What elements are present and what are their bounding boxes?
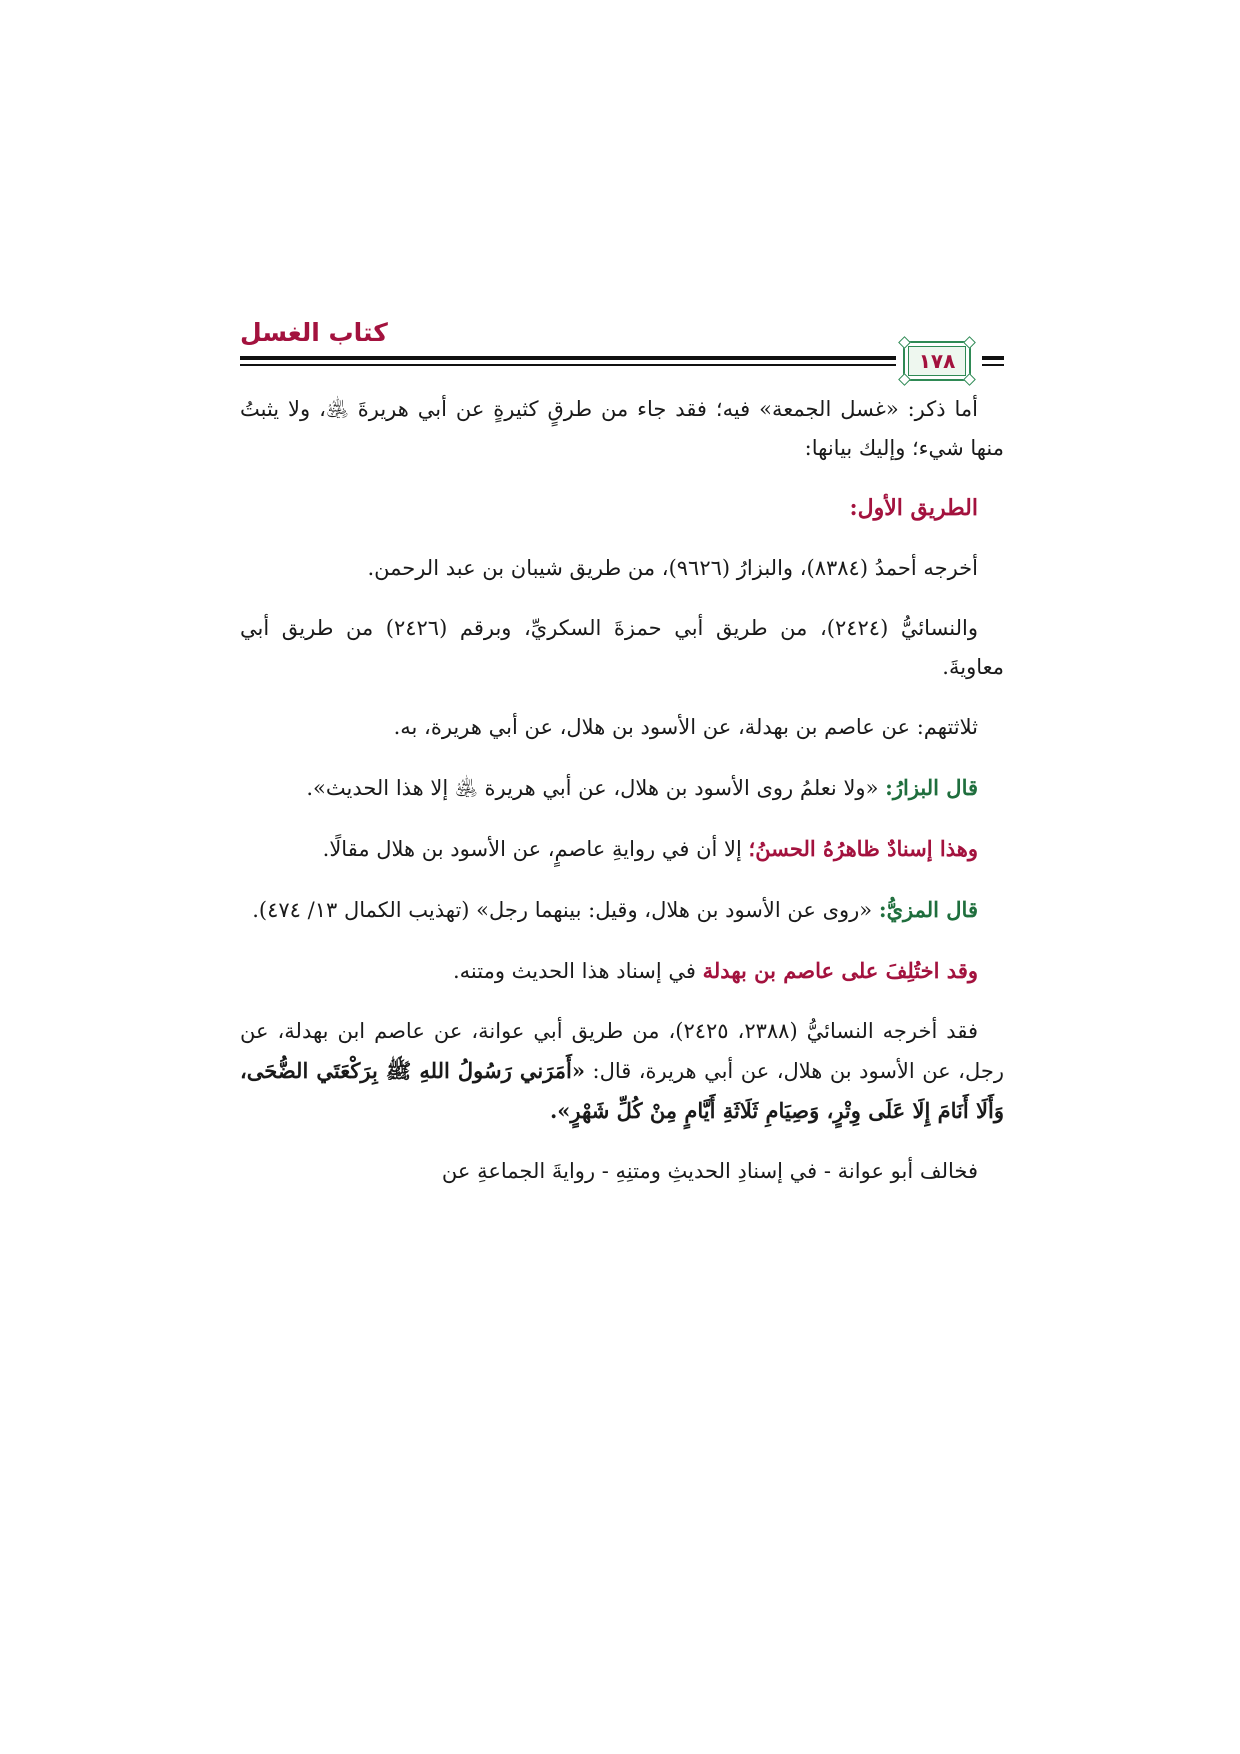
page-header bbox=[240, 300, 1004, 390]
paragraph-three-narrators: ثلاثتهم: عن عاصم بن بهدلة، عن الأسود بن هلال، عن أبي هريرة، به. bbox=[393, 715, 978, 739]
paragraph-ahmad: أخرجه أحمدُ (٨٣٨٤)، والبزارُ (٩٦٢٦)، من طريق شيبان بن عبد الرحمن. bbox=[367, 556, 978, 580]
hadith-text: «أَمَرَني رَسُولُ اللهِ ﷺ بِرَكْعَتَي الضُّحَى، وَأَلَا أَنَامَ إِلَا عَلَى وِتْرٍ، وَصِيَامِ ثَلَاثَةِ أَيَّامٍ مِنْ كُلِّ شَهْرٍ». bbox=[240, 1058, 1004, 1123]
paragraph-intro: أما ذكر: «غسل الجمعة» فيه؛ فقد جاء من طرقٍ كثيرةٍ عن أبي هريرةَ ﵁، ولا يثبتُ منها شيء؛ وإليك بيانها: bbox=[240, 397, 1004, 460]
paragraph-abu-awana bbox=[240, 1012, 1004, 1131]
body-text bbox=[240, 390, 1004, 1191]
header-rule-thin bbox=[240, 364, 896, 366]
paragraph-isnad-assessment bbox=[240, 829, 1004, 869]
header-rule-thick bbox=[240, 356, 896, 360]
mizzi-text: «روى عن الأسود بن هلال، وقيل: بينهما رجل» (تهذيب الكمال ١٣/ ٤٧٤). bbox=[252, 898, 873, 922]
paragraph-disagreement bbox=[240, 951, 1004, 991]
ornament-corner-icon bbox=[898, 336, 911, 349]
page-number-badge bbox=[903, 341, 971, 381]
isnad-text: إلا أن في روايةِ عاصمٍ، عن الأسود بن هلال مقالًا. bbox=[322, 837, 742, 861]
paragraph-bazzar-quote bbox=[240, 768, 1004, 808]
header-rule-right-thin bbox=[982, 364, 1004, 366]
page-number: ١٧٨ bbox=[918, 349, 956, 373]
abu-awana-text: فقد أخرجه النسائيُّ (٢٣٨٨، ٢٤٢٥)، من طريق أبي عوانة، عن عاصم ابن بهدلة، عن رجل، عن الأسود بن هلال، عن أبي هريرة، قال: bbox=[240, 1019, 1004, 1083]
mizzi-lead: قال المزيُّ: bbox=[878, 897, 978, 922]
paragraph-contradiction: فخالف أبو عوانة - في إسنادِ الحديثِ ومتنِهِ - روايةَ الجماعةِ عن bbox=[441, 1159, 978, 1183]
disagreement-lead: وقد اختُلِفَ على عاصم بن بهدلة bbox=[702, 958, 978, 983]
paragraph-mizzi-quote bbox=[240, 890, 1004, 930]
ornament-corner-icon bbox=[963, 373, 976, 386]
book-title: كتاب الغسل bbox=[240, 318, 388, 347]
ornament-corner-icon bbox=[898, 373, 911, 386]
isnad-lead: وهذا إسنادٌ ظاهرُهُ الحسنُ؛ bbox=[748, 836, 978, 861]
bazzar-text: «ولا نعلمُ روى الأسود بن هلال، عن أبي هريرة ﵁ إلا هذا الحديث». bbox=[306, 776, 879, 800]
header-rule-right-thick bbox=[982, 356, 1004, 360]
paragraph-nasai: والنسائيُّ (٢٤٢٤)، من طريق أبي حمزةَ السكريِّ، وبرقم (٢٤٢٦) من طريق أبي معاويةَ. bbox=[240, 616, 1004, 679]
ornament-corner-icon bbox=[963, 336, 976, 349]
disagreement-text: في إسناد هذا الحديث ومتنه. bbox=[452, 959, 696, 983]
bazzar-lead: قال البزارُ: bbox=[885, 775, 978, 800]
page bbox=[240, 300, 1004, 1600]
section-heading: الطريق الأول: bbox=[849, 495, 978, 521]
